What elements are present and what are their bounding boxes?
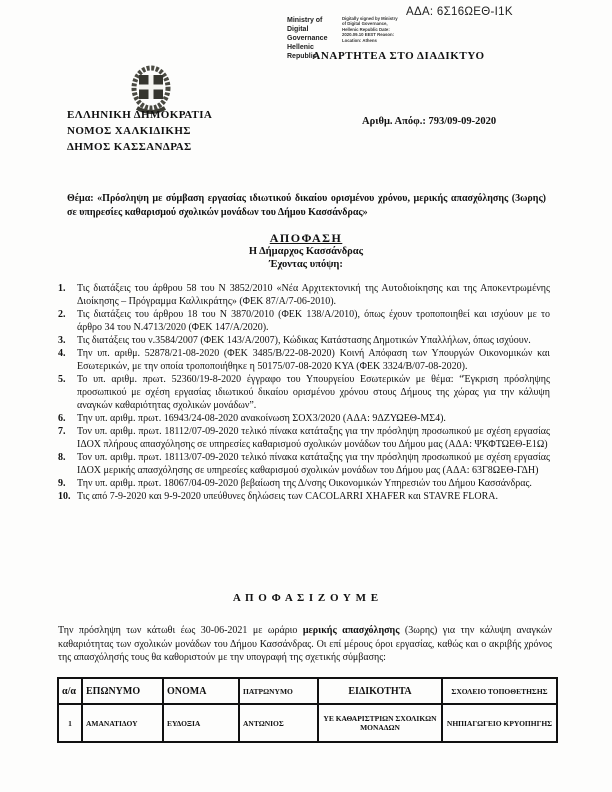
list-item bbox=[58, 477, 550, 490]
item-number: 10. bbox=[58, 491, 71, 502]
authority-republic: ΕΛΛΗΝΙΚΗ ΔΗΜΟΚΡΑΤΙΑ bbox=[67, 109, 213, 121]
having-regard-label: Έχοντας υπόψη: bbox=[269, 259, 343, 270]
list-item bbox=[58, 412, 550, 425]
item-text: Το υπ. αριθμ. πρωτ. 52360/19-8-2020 έγγραφο του Υπουργείου Εσωτερικών με θέμα: “Έγκριση πρόσληψης προσωπικού με σχέση εργασίας ιδιωτικού δικαίου ορισμένου χρόνου στους Δήμους της χώρας για την κάλυψη αναγκών καθαριότητας σχολικών μονάδων”. bbox=[77, 374, 550, 411]
placement-table bbox=[57, 677, 558, 743]
list-item bbox=[58, 490, 550, 503]
item-number: 4. bbox=[58, 348, 66, 359]
item-text: Τις διατάξεις του ν.3584/2007 (ΦΕΚ 143/Α/2007), Κώδικας Κατάστασης Δημοτικών Υπαλλήλων, όπως ισχύουν. bbox=[77, 335, 531, 346]
list-item bbox=[58, 308, 550, 334]
item-text: Την υπ. αριθμ. πρωτ. 18067/04-09-2020 βεβαίωση της Δ/νσης Οικονομικών Υπηρεσιών του Δήμου Κασσάνδρας. bbox=[77, 478, 532, 489]
cell-surname: ΑΜΑΝΑΤΙΔΟΥ bbox=[82, 704, 163, 742]
cell-patronym: ΑΝΤΩΝΙΟΣ bbox=[239, 704, 318, 742]
authority-municipality: ΔΗΜΟΣ ΚΑΣΣΑΝΔΡΑΣ bbox=[67, 141, 192, 153]
table-header-row bbox=[58, 678, 557, 704]
item-text: Τις διατάξεις του άρθρου 18 του Ν 3870/2010 (ΦΕΚ 138/Α/2010), όπως έχουν τροποποιηθεί και ισχύουν με το άρθρο 34 του Ν.4713/2020 (ΦΕΚ 147/Α/2020). bbox=[77, 309, 550, 333]
operative-text: (3ωρης) για την κάλυψη αναγκών καθαριότητας των σχολικών μονάδων του Δήμου Κασσάνδρας. Οι επί μέρους όροι εργασίας, καθώς και ο ακριβής χρόνος της απασχόλησής τους θα καθοριστούν με την υπογραφή της σχετικής σύμβασης: bbox=[58, 625, 553, 663]
item-text: Την υπ. αριθμ. πρωτ. 16943/24-08-2020 ανακοίνωση ΣΟΧ3/2020 (ΑΔΑ: 9ΔΖΥΩΕΘ-ΜΣ4). bbox=[77, 413, 446, 424]
cell-name: ΕΥΔΟΞΙΑ bbox=[163, 704, 239, 742]
operative-text: Την πρόσληψη των κάτωθι έως 30-06-2021 με ωράριο bbox=[58, 625, 303, 636]
considerations-list bbox=[58, 282, 550, 503]
item-text: Τον υπ. αριθμ. πρωτ. 18112/07-09-2020 τελικό πίνακα κατάταξης για την πρόσληψη προσωπικού με σχέση εργασίας ΙΔΟΧ πλήρους απασχόλησης σε υπηρεσίες καθαρισμού σχολικών μονάδων του Δήμου μας (ΑΔΑ: ΨΚΦΤΩΕΘ-Ε1Ω) bbox=[77, 426, 550, 450]
list-item bbox=[58, 425, 550, 451]
ada-code: ΑΔΑ: 6Σ16ΩΕΘ-Ι1Κ bbox=[406, 6, 513, 18]
decision-subtitle: Η Δήμαρχος Κασσάνδρας bbox=[248, 246, 364, 257]
item-number: 7. bbox=[58, 426, 66, 437]
issuing-authority bbox=[67, 107, 212, 155]
col-header-specialty: ΕΙΔΙΚΟΤΗΤΑ bbox=[318, 678, 442, 704]
col-header-school: ΣΧΟΛΕΙΟ ΤΟΠΟΘΕΤΗΣΗΣ bbox=[442, 678, 557, 704]
operative-heading: Α Π Ο Φ Α Σ Ι Ζ Ο Υ Μ Ε bbox=[232, 592, 380, 604]
item-number: 1. bbox=[58, 283, 66, 294]
item-text: Τις διατάξεις του άρθρου 58 του Ν 3852/2010 «Νέα Αρχιτεκτονική της Αυτοδιοίκησης και της Αποκεντρωμένης Διοίκησης – Πρόγραμμα Καλλικράτης» (ΦΕΚ 87/Α/7-06-2010). bbox=[77, 283, 550, 307]
cell-aa: 1 bbox=[58, 704, 82, 742]
item-number: 3. bbox=[58, 335, 66, 346]
col-header-aa: α/α bbox=[58, 678, 82, 704]
digital-signature-org: Ministry of Digital Governance Hellenic Republic bbox=[287, 17, 328, 60]
internet-posting-label: ΑΝΑΡΤΗΤΕΑ ΣΤΟ ΔΙΑΔΙΚΤΥΟ bbox=[312, 50, 485, 62]
item-number: 5. bbox=[58, 374, 66, 385]
col-header-patronym: ΠΑΤΡΩΝΥΜΟ bbox=[239, 678, 318, 704]
list-item bbox=[58, 334, 550, 347]
list-item bbox=[58, 451, 550, 477]
cell-school: ΝΗΠΙΑΓΩΓΕΙΟ ΚΡΥΟΠΗΓΗΣ bbox=[442, 704, 557, 742]
list-item bbox=[58, 282, 550, 308]
item-number: 9. bbox=[58, 478, 66, 489]
item-text: Την υπ. αριθμ. 52878/21-08-2020 (ΦΕΚ 3485/Β/22-08-2020) Κοινή Απόφαση των Υπουργών Οικονομικών και Εσωτερικών, με την οποία τροποποιήθηκε η 50175/07-08-2020 ΚΥΑ (ΦΕΚ 3324/Β/07-08-2020). bbox=[77, 348, 550, 372]
operative-text-bold: μερικής απασχόλησης bbox=[302, 625, 400, 636]
list-item bbox=[58, 347, 550, 373]
table-row bbox=[58, 704, 557, 742]
cell-specialty: ΥΕ ΚΑΘΑΡΙΣΤΡΙΩΝ ΣΧΟΛΙΚΩΝ ΜΟΝΑΔΩΝ bbox=[318, 704, 442, 742]
item-text: Τις από 7-9-2020 και 9-9-2020 υπεύθυνες δηλώσεις των CACOLARRI XHAFER και STAVRE FLORA. bbox=[77, 491, 498, 502]
operative-paragraph bbox=[58, 624, 552, 665]
decision-number: Αριθμ. Απόφ.: 793/09-09-2020 bbox=[362, 116, 497, 127]
col-header-surname: ΕΠΩΝΥΜΟ bbox=[82, 678, 163, 704]
item-number: 8. bbox=[58, 452, 66, 463]
item-number: 2. bbox=[58, 309, 66, 320]
col-header-name: ΟΝΟΜΑ bbox=[163, 678, 239, 704]
list-item bbox=[58, 373, 550, 412]
authority-prefecture: ΝΟΜΟΣ ΧΑΛΚΙΔΙΚΗΣ bbox=[67, 125, 191, 137]
decision-title: ΑΠΟΦΑΣΗ bbox=[269, 231, 343, 245]
item-number: 6. bbox=[58, 413, 66, 424]
item-text: Τον υπ. αριθμ. πρωτ. 18113/07-09-2020 τελικό πίνακα κατάταξης για την πρόσληψη προσωπικού με σχέση εργασίας ΙΔΟΧ μερικής απασχόλησης σε υπηρεσίες καθαρισμού σχολικών μονάδων του Δήμου μας (ΑΔΑ: 63Γ8ΩΕΘ-ΓΔΗ) bbox=[77, 452, 550, 476]
digital-signature-details: Digitally signed by Ministry of Digital Governance, Hellenic Republic Date: 2020.09.10 EEST Reason: Location: Athens bbox=[342, 16, 398, 43]
subject-line: Θέμα: «Πρόσληψη με σύμβαση εργασίας ιδιωτικού δικαίου ορισμένου χρόνου, μερικής απασχόλησης (3ωρης) σε υπηρεσίες καθαρισμού σχολικών μονάδων του Δήμου Κασσάνδρας» bbox=[67, 193, 546, 218]
